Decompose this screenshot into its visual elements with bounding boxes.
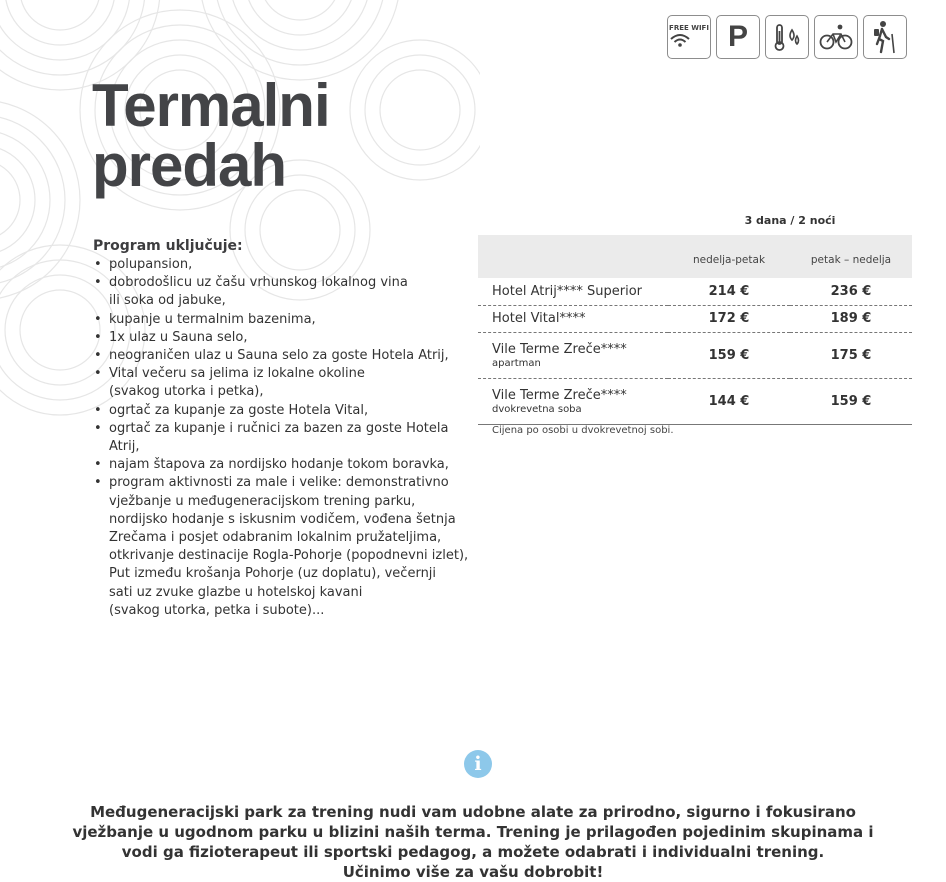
- price-weekday: 159 €: [668, 332, 790, 378]
- hotel-name-text: Vile Terme Zreče****: [492, 387, 627, 403]
- list-item: • dobrodošlicu uz čašu vrhunskog lokalnog vina ili soka od jabuke,: [93, 274, 473, 310]
- room-type: dvokrevetna soba: [492, 403, 582, 415]
- table-header-weekday: nedelja-petak: [668, 235, 790, 278]
- program-section: [93, 238, 473, 620]
- info-line-2: vježbanje u ugodnom parku u blizini naših terma. Trening je prilagođen pojedinim skupinama i: [72, 823, 874, 841]
- table-header-weekend: petak – nedelja: [790, 235, 912, 278]
- cycling-icon: [814, 15, 858, 59]
- list-item: • ogrtač za kupanje i ručnici za bazen za goste Hotela Atrij,: [93, 420, 473, 456]
- hiking-icon: [863, 15, 907, 59]
- hotel-name: [478, 378, 668, 424]
- title-line-1: Termalni: [92, 72, 330, 139]
- price-weekend: 236 €: [790, 278, 912, 305]
- amenity-icons: [667, 15, 907, 59]
- list-item: • polupansion,: [93, 256, 473, 274]
- price-weekday: 172 €: [668, 305, 790, 332]
- program-heading: Program uključuje:: [93, 238, 243, 254]
- hotel-name: [478, 278, 668, 305]
- parking-icon: [716, 15, 760, 59]
- price-weekday: 144 €: [668, 378, 790, 424]
- price-note: Cijena po osobi u dvokrevetnoj sobi.: [492, 425, 674, 436]
- room-type: apartman: [492, 357, 541, 369]
- list-item: • kupanje u termalnim bazenima,: [93, 311, 473, 329]
- page-title: [92, 72, 330, 199]
- thermal-water-icon: [765, 15, 809, 59]
- table-row: [478, 332, 912, 378]
- table-header-row: [478, 235, 912, 278]
- list-item: • neograničen ulaz u Sauna selo za goste Hotela Atrij,: [93, 347, 473, 365]
- hotel-name-text: Hotel Vital****: [492, 311, 586, 326]
- info-line-4: Učinimo više za vašu dobrobit!: [342, 863, 604, 881]
- parking-label: P: [727, 20, 748, 53]
- free-wifi-icon: [667, 15, 711, 59]
- table-row: [478, 278, 912, 305]
- list-item: • 1x ulaz u Sauna selo,: [93, 329, 473, 347]
- price-table: [478, 235, 912, 425]
- list-item: • Vital večeru sa jelima iz lokalne okoline (svakog utorka i petka),: [93, 365, 473, 401]
- hotel-name-text: Vile Terme Zreče****: [492, 341, 627, 357]
- info-line-1: Međugeneracijski park za trening nudi vam udobne alate za prirodno, sigurno i fokusirano: [90, 803, 856, 821]
- program-list: [93, 256, 473, 620]
- hotel-name-text: Hotel Atrij**** Superior: [492, 283, 643, 299]
- info-text: [60, 802, 886, 882]
- info-line-3: vodi ga fizioterapeut ili sportski pedagog, a možete odabrati i individualni trening.: [121, 843, 825, 861]
- info-icon: i: [464, 750, 492, 778]
- table-row: [478, 305, 912, 332]
- price-weekend: 159 €: [790, 378, 912, 424]
- list-item: • najam štapova za nordijsko hodanje tokom boravka,: [93, 456, 473, 474]
- title-line-2: predah: [92, 132, 287, 199]
- free-wifi-label: FREE WIFI: [669, 23, 709, 32]
- list-item: • program aktivnosti za male i velike: demonstrativno vježbanje u međugeneracijskom trening parku, nordijsko hodanje s iskusnim vodičem, vođena šetnja Zrečama i posjet odabranim lokalnim pružateljima, otkrivanje destinacije Rogla-Pohorje (popodnevni izlet), Put između krošanja Pohorje (uz doplatu), večernji sati uz zvuke glazbe u hotelskoj kavani (svakog utorka, petka i subote)...: [93, 474, 473, 620]
- list-item: • ogrtač za kupanje za goste Hotela Vital,: [93, 402, 473, 420]
- table-header-hotel: [478, 235, 668, 278]
- price-table-caption: 3 dana / 2 noći: [744, 214, 836, 227]
- price-weekday: 214 €: [668, 278, 790, 305]
- table-row: [478, 378, 912, 424]
- hotel-name: [478, 305, 668, 332]
- price-weekend: 189 €: [790, 305, 912, 332]
- hotel-name: [478, 332, 668, 378]
- price-weekend: 175 €: [790, 332, 912, 378]
